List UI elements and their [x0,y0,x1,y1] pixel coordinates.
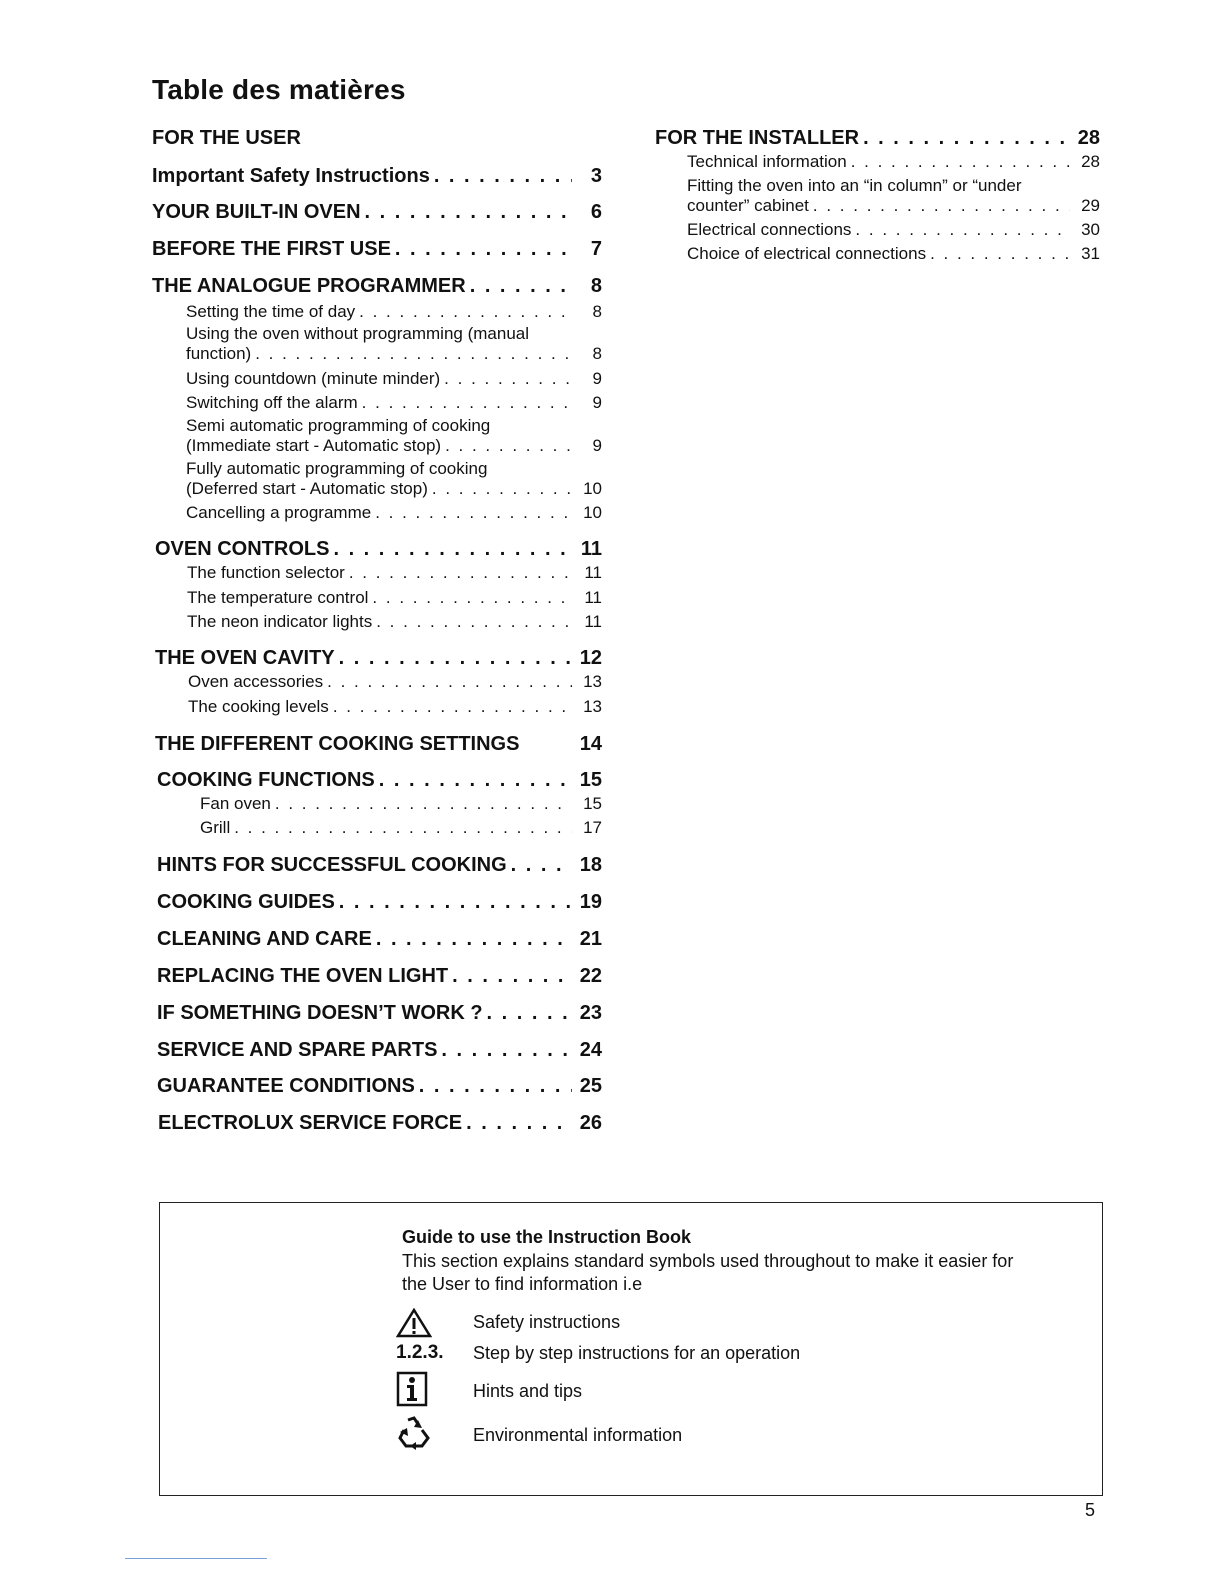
toc-subentry[interactable]: function) . . . 8 [186,342,602,364]
toc-entry[interactable]: Important Safety Instructions . . . 3 [152,162,602,188]
toc-section-header: FOR THE USER [152,127,301,149]
toc-subentry[interactable]: Oven accessories . . . 13 [188,670,602,692]
toc-entry[interactable]: THE ANALOGUE PROGRAMMER . . . 8 [152,272,602,298]
page-title: Table des matières [152,74,406,105]
toc-entry[interactable]: YOUR BUILT-IN OVEN . . . 6 [152,198,602,224]
toc-entry[interactable]: REPLACING THE OVEN LIGHT . . . 22 [157,962,602,988]
toc-entry[interactable]: COOKING FUNCTIONS . . . 15 [157,766,602,792]
toc-subentry[interactable]: The cooking levels . . . 13 [188,695,602,717]
toc-subentry[interactable]: Electrical connections . . . 30 [687,218,1100,240]
guide-box [159,1202,1103,1496]
toc-subentry[interactable]: The temperature control . . . 11 [187,586,602,608]
toc-entry[interactable]: OVEN CONTROLS . . . 11 [155,535,602,561]
guide-item-environment: Environmental information [473,1425,683,1445]
toc-subentry[interactable]: The function selector . . . 11 [187,561,602,583]
toc-entry[interactable]: THE DIFFERENT COOKING SETTINGS 14 [155,733,602,755]
toc-subentry[interactable]: Setting the time of day . . . 8 [186,300,602,322]
guide-description: This section explains standard symbols used throughout to make it easier for the User to find information i.e [402,1251,1014,1294]
toc-subentry[interactable]: Switching off the alarm . . . 9 [186,391,602,413]
toc-subentry-line1: Fitting the oven into an “in column” or “under [687,176,1022,195]
toc-entry[interactable]: GUARANTEE CONDITIONS . . . 25 [157,1072,602,1098]
toc-entry[interactable]: THE OVEN CAVITY . . . 12 [155,644,602,670]
toc-entry[interactable]: COOKING GUIDES . . . 19 [157,888,602,914]
toc-subentry[interactable]: The neon indicator lights . . . 11 [187,610,602,632]
toc-entry[interactable]: CLEANING AND CARE . . . 21 [157,925,602,951]
page-number: 5 [1084,1500,1095,1520]
step-number-symbol: 1.2.3. [396,1342,444,1363]
toc-entry[interactable]: BEFORE THE FIRST USE . . . 7 [152,235,602,261]
toc-subentry[interactable]: Choice of electrical connections . . . 31 [687,242,1100,264]
toc-section-header[interactable]: FOR THE INSTALLER . . . 28 [655,124,1100,150]
toc-subentry-line1: Fully automatic programming of cooking [186,459,488,478]
footer-rule [125,1558,267,1560]
toc-subentry[interactable]: Using countdown (minute minder) . . . 9 [186,367,602,389]
toc-subentry[interactable]: (Immediate start - Automatic stop) . . . 9 [186,434,602,456]
toc-subentry-line1: Semi automatic programming of cooking [186,416,491,435]
toc-subentry-line1: Using the oven without programming (manual [186,324,530,343]
toc-entry[interactable]: ELECTROLUX SERVICE FORCE . . . 26 [158,1109,602,1135]
toc-subentry[interactable]: Grill . . . 17 [200,816,602,838]
toc-subentry[interactable]: (Deferred start - Automatic stop) . . . 10 [186,477,602,499]
guide-title: Guide to use the Instruction Book [402,1227,692,1247]
guide-item-steps: Step by step instructions for an operation [473,1343,801,1363]
warning-triangle-icon [396,1308,466,1338]
toc-entry[interactable]: HINTS FOR SUCCESSFUL COOKING . . . 18 [157,851,602,877]
guide-item-safety: Safety instructions [473,1312,621,1332]
toc-subentry[interactable]: Fan oven . . . 15 [200,792,602,814]
guide-item-hints: Hints and tips [473,1381,583,1401]
toc-subentry[interactable]: Technical information . . . 28 [687,150,1100,172]
recycle-icon [396,1416,466,1450]
info-icon [396,1371,466,1407]
toc-subentry[interactable]: counter” cabinet . . . 29 [687,194,1100,216]
toc-entry[interactable]: IF SOMETHING DOESN’T WORK ? . . . 23 [157,999,602,1025]
toc-subentry[interactable]: Cancelling a programme . . . 10 [186,501,602,523]
toc-entry[interactable]: SERVICE AND SPARE PARTS . . . 24 [157,1036,602,1062]
